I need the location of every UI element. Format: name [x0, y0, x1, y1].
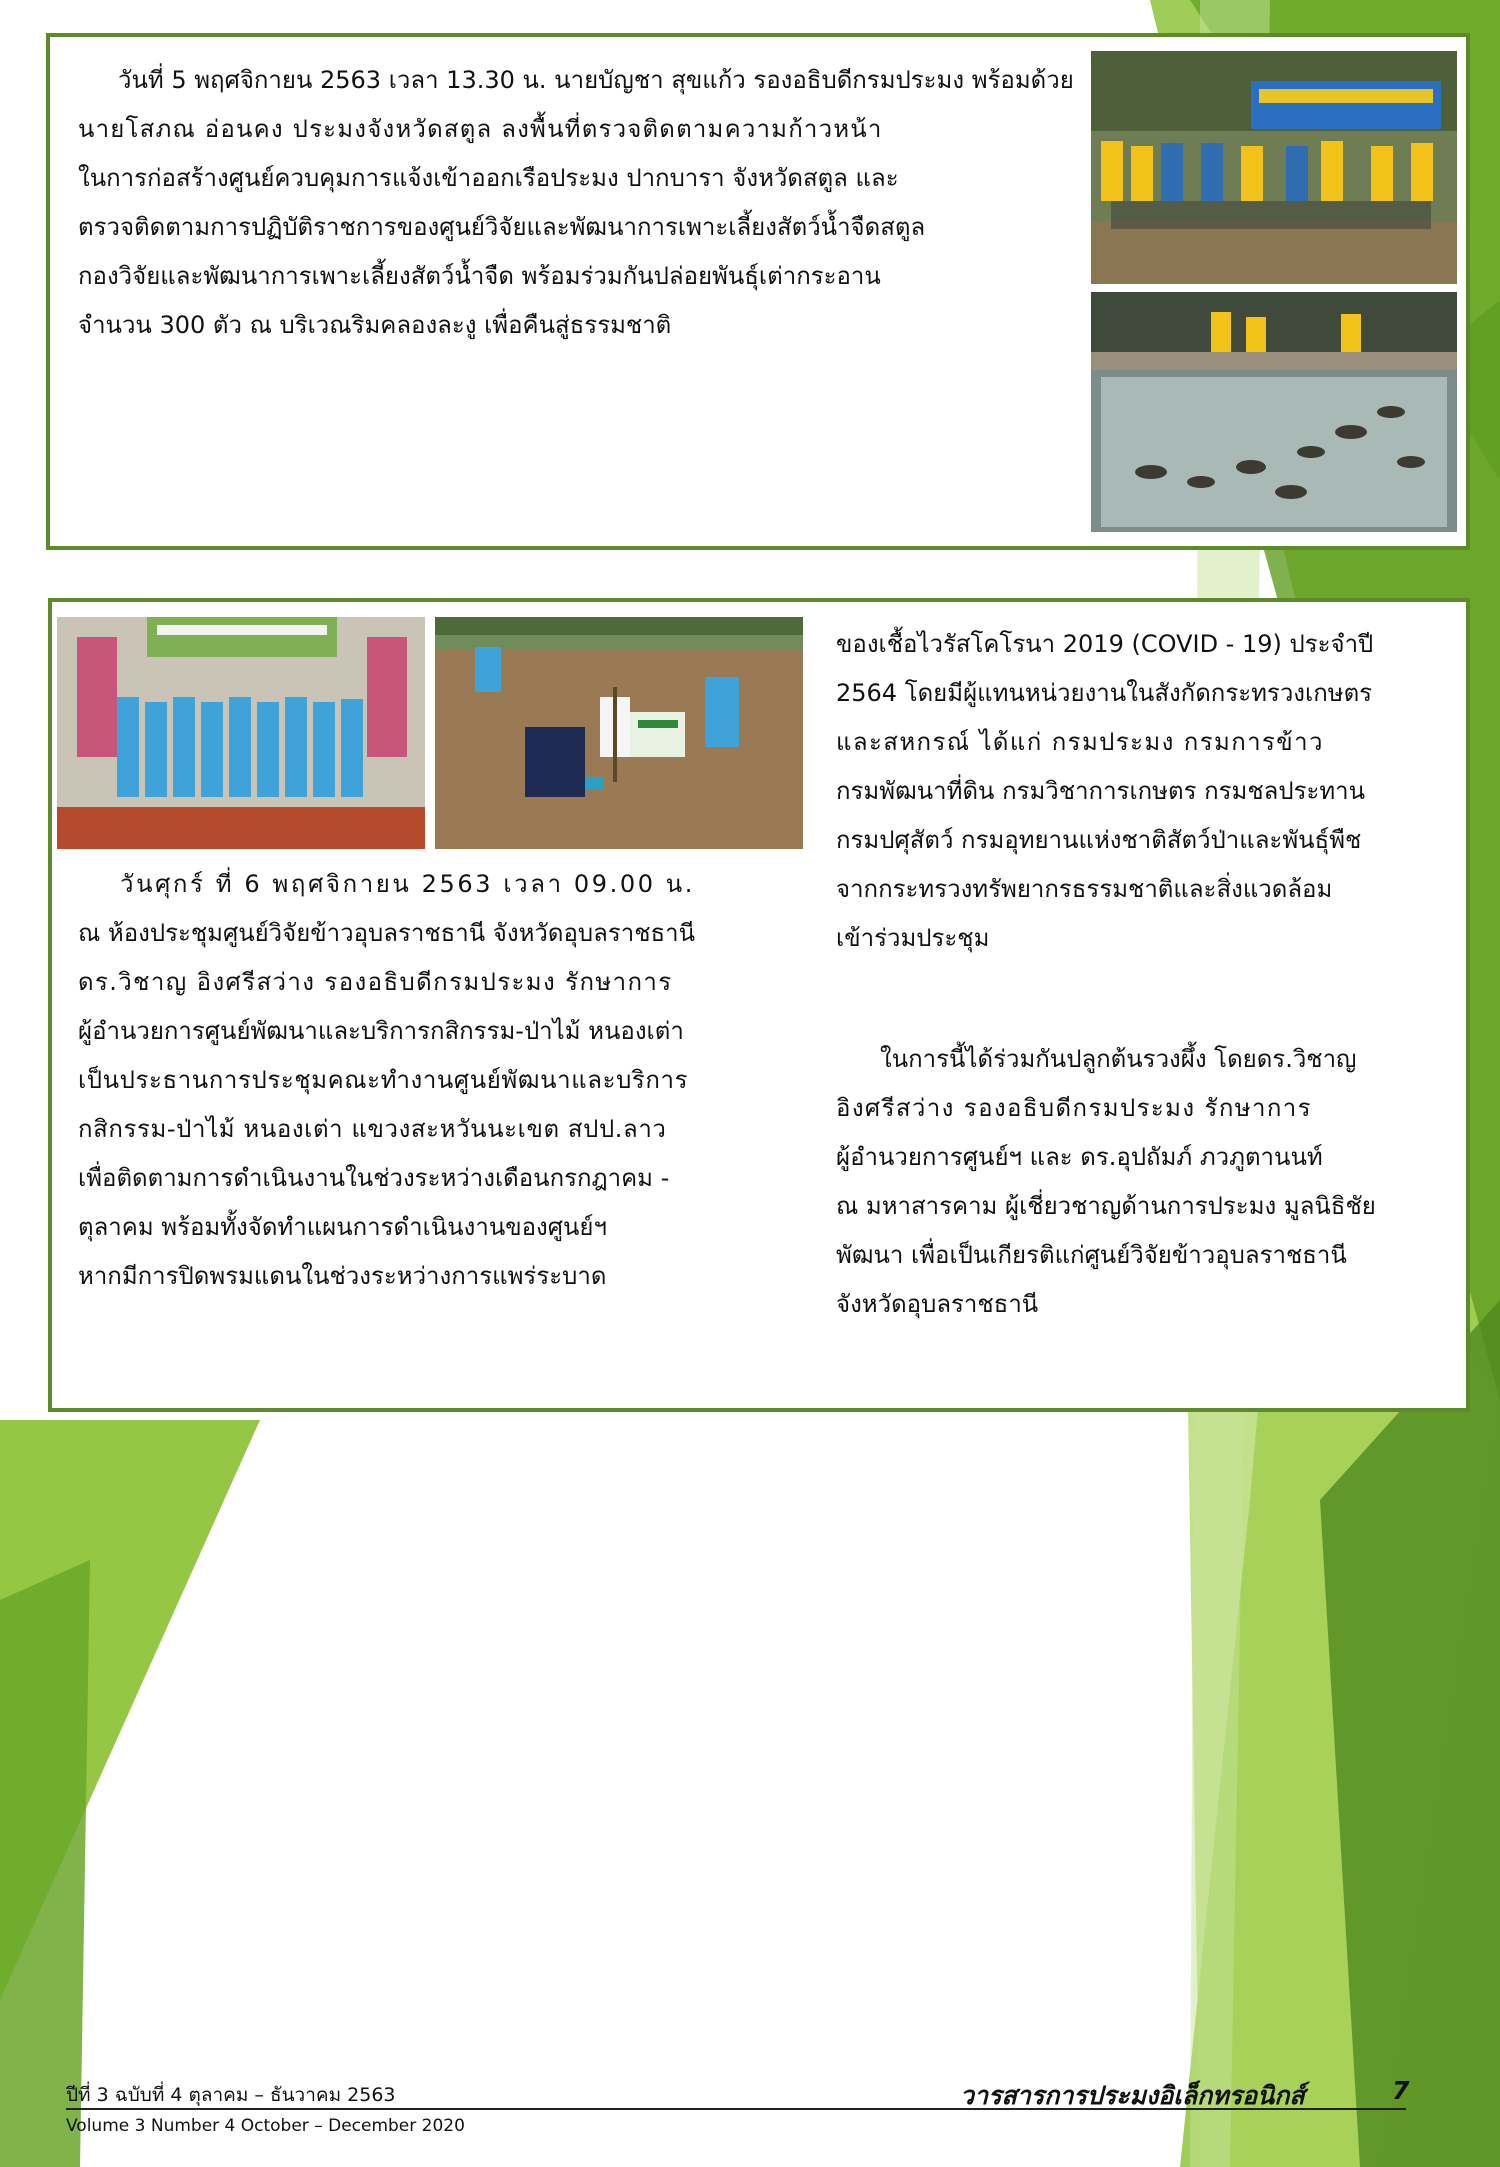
article-2-line: เพื่อติดตามการดำเนินงานในช่วงระหว่างเดือนกรกฎาคม -: [78, 1164, 670, 1192]
footer-journal-title: วารสารการประมงอิเล็กทรอนิกส์: [960, 2081, 1305, 2110]
article-2-line: วันศุกร์ ที่ 6 พฤศจิกายน 2563 เวลา 09.00 น.: [120, 870, 696, 898]
article-2-line: 2564 โดยมีผู้แทนหน่วยงานในสังกัดกระทรวงเกษตร: [836, 679, 1373, 707]
article-1-line: จำนวน 300 ตัว ณ บริเวณริมคลองละงู เพื่อคืนสู่ธรรมชาติ: [78, 311, 672, 339]
photo-turtle-pond: [1091, 292, 1457, 532]
article-2-line: ณ ห้องประชุมศูนย์วิจัยข้าวอุบลราชธานี จังหวัดอุบลราชธานี: [78, 919, 696, 947]
article-2-line: ของเชื้อไวรัสโคโรนา 2019 (COVID - 19) ประจำปี: [836, 630, 1374, 658]
photo-meeting-group: [57, 617, 425, 849]
article-2-line: หากมีการปิดพรมแดนในช่วงระหว่างการแพร่ระบาด: [78, 1262, 607, 1290]
article-2-left-text: [78, 860, 782, 1301]
article-2-line: ผู้อำนวยการศูนย์พัฒนาและบริการกสิกรรม-ป่าไม้ หนองเต่า: [78, 1017, 684, 1045]
article-2-right-text-1: [836, 620, 1450, 963]
article-2-line: เข้าร่วมประชุม: [836, 924, 990, 952]
footer-issue-thai: ปีที่ 3 ฉบับที่ 4 ตุลาคม – ธันวาคม 2563: [66, 2084, 396, 2106]
photo-group-turtle-release: [1091, 51, 1457, 284]
article-2-line: เป็นประธานการประชุมคณะทำงานศูนย์พัฒนาและบริการ: [78, 1066, 689, 1094]
article-2-line: ผู้อำนวยการศูนย์ฯ และ ดร.อุปถัมภ์ ภวภูตานนท์: [836, 1143, 1323, 1171]
article-2-line: และสหกรณ์ ได้แก่ กรมประมง กรมการข้าว: [836, 728, 1324, 756]
article-2-line: ตุลาคม พร้อมทั้งจัดทำแผนการดำเนินงานของศูนย์ฯ: [78, 1213, 607, 1241]
article-2-line: จังหวัดอุบลราชธานี: [836, 1290, 1039, 1318]
article-2-line: จากกระทรวงทรัพยากรธรรมชาติและสิ่งแวดล้อม: [836, 875, 1333, 903]
footer-issue-english: Volume 3 Number 4 October – December 2020: [66, 2116, 465, 2136]
article-2-line: กสิกรรม-ป่าไม้ หนองเต่า แขวงสะหวันนะเขต สปป.ลาว: [78, 1115, 667, 1143]
article-2-right-text-2: [836, 1035, 1450, 1329]
article-2-line: กรมพัฒนาที่ดิน กรมวิชาการเกษตร กรมชลประทาน: [836, 777, 1366, 805]
article-2-line: กรมปศุสัตว์ กรมอุทยานแห่งชาติสัตว์ป่าและพันธุ์พืช: [836, 826, 1362, 854]
article-1-text: [78, 56, 1074, 350]
article-2-line: พัฒนา เพื่อเป็นเกียรติแก่ศูนย์วิจัยข้าวอุบลราชธานี: [836, 1241, 1347, 1269]
article-1-line: ในการก่อสร้างศูนย์ควบคุมการแจ้งเข้าออกเรือประมง ปากบารา จังหวัดสตูล และ: [78, 164, 899, 192]
article-1-line: กองวิจัยและพัฒนาการเพาะเลี้ยงสัตว์น้ำจืด พร้อมร่วมกันปล่อยพันธุ์เต่ากระอาน: [78, 262, 881, 290]
article-2-line: ณ มหาสารคาม ผู้เชี่ยวชาญด้านการประมง มูลนิธิชัย: [836, 1192, 1376, 1220]
article-1-line: นายโสภณ อ่อนคง ประมงจังหวัดสตูล ลงพื้นที่ตรวจติดตามความก้าวหน้า: [78, 115, 883, 143]
article-2-line: อิงศรีสว่าง รองอธิบดีกรมประมง รักษาการ: [836, 1094, 1312, 1122]
page-number: 7: [1392, 2076, 1410, 2105]
photo-tree-planting: [435, 617, 803, 849]
article-2-line: ดร.วิชาญ อิงศรีสว่าง รองอธิบดีกรมประมง รักษาการ: [78, 968, 673, 996]
article-1-line: วันที่ 5 พฤศจิกายน 2563 เวลา 13.30 น. นายบัญชา สุขแก้ว รองอธิบดีกรมประมง พร้อมด้วย: [118, 66, 1074, 94]
article-2-line: ในการนี้ได้ร่วมกันปลูกต้นรวงผึ้ง โดยดร.วิชาญ: [880, 1045, 1357, 1073]
article-1-line: ตรวจติดตามการปฏิบัติราชการของศูนย์วิจัยและพัฒนาการเพาะเลี้ยงสัตว์น้ำจืดสตูล: [78, 213, 926, 241]
